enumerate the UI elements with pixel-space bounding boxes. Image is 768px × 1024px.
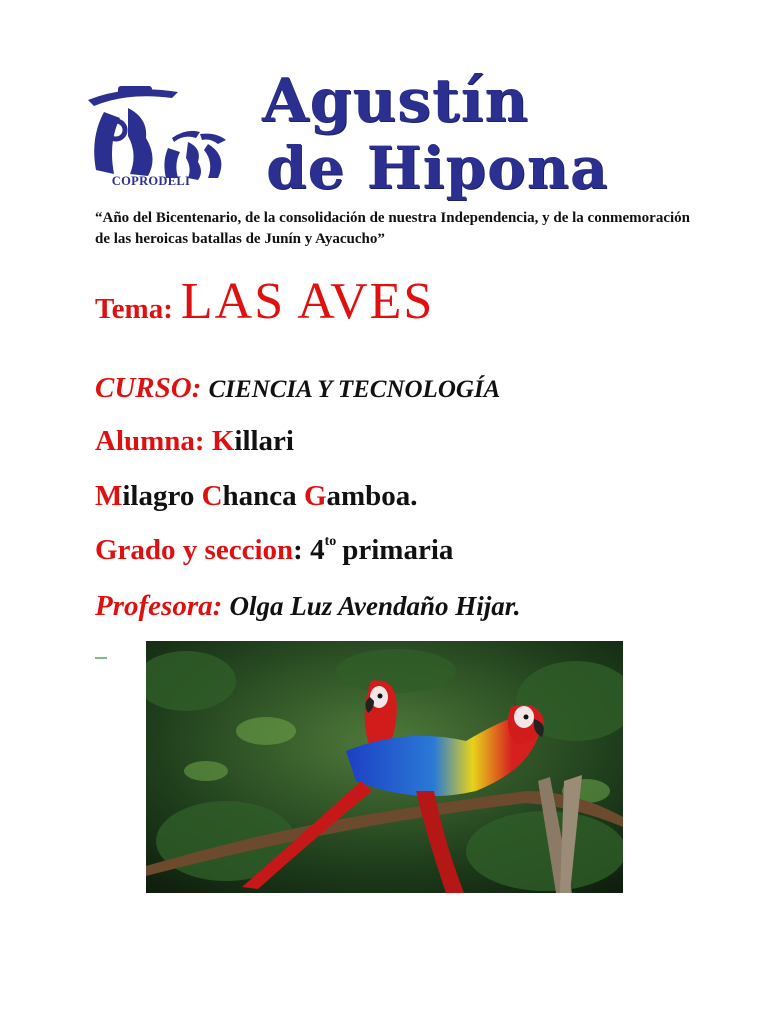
course-value: CIENCIA Y TECNOLOGÍA — [208, 376, 501, 403]
student-initial-k: K — [211, 425, 235, 457]
name-part: amboa. — [326, 480, 418, 512]
grade-superscript: to — [324, 534, 337, 549]
school-name-line1: Agustín — [262, 66, 530, 136]
course-label: CURSO: — [95, 372, 202, 404]
name-initial: C — [201, 480, 223, 512]
student-fullname-line — [95, 480, 418, 513]
teacher-label: Profesora: — [95, 590, 223, 622]
school-name-line2: de Hipona — [266, 134, 609, 202]
topic-label: Tema: — [95, 293, 173, 325]
stray-mark — [95, 657, 107, 659]
topic-line — [95, 272, 434, 331]
student-name-part: illari — [234, 425, 294, 457]
student-line — [95, 425, 294, 458]
name-initial: M — [95, 480, 123, 512]
grade-line — [95, 534, 453, 567]
teacher-name: Olga Luz Avendaño Hijar. — [229, 591, 521, 621]
teacher-line — [95, 590, 521, 623]
motto-text: “Año del Bicentenario, de la consolidación de nuestra Independencia, y de la conmemoración de las heroicas batallas de Junín y Ayacucho” — [95, 210, 691, 247]
course-line — [95, 372, 500, 405]
macaws-photo — [146, 641, 623, 893]
grade-value: primaria — [342, 534, 454, 566]
grade-colon: : — [293, 534, 303, 566]
logo-caption: COPRODELI — [111, 174, 191, 188]
grade-label: Grado y seccion — [95, 534, 294, 566]
name-part: ilagro — [122, 480, 202, 512]
student-label: Alumna: — [95, 425, 205, 457]
name-initial: G — [303, 480, 327, 512]
name-part: hanca — [222, 480, 304, 512]
topic-title: LAS AVES — [180, 273, 435, 330]
grade-number: 4 — [310, 534, 325, 566]
